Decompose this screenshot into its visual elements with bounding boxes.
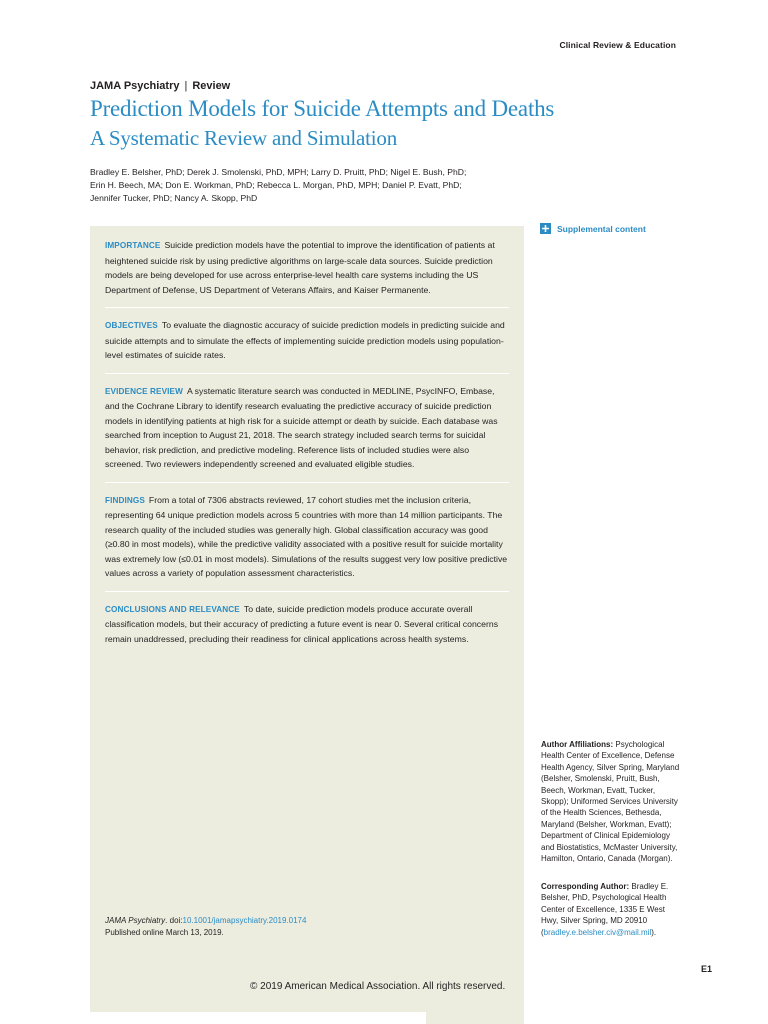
author-affiliations xyxy=(541,739,681,864)
email-link[interactable]: bradley.e.belsher.civ@mail.mil xyxy=(543,927,652,937)
corresponding-author xyxy=(541,881,681,938)
affiliations-text: Psychological Health Center of Excellence, Defense Health Agency, Silver Spring, Maryland (Belsher, Smolenski, Pruitt, Bush, Beech, Workman, Evatt, Tucker, Skopp); Uniformed Services University of the Health Sciences, Bethesda, Maryland (Belsher, Workman, Evatt); Department of Clinical Epidemiology and Biostatistics, McMaster University, Hamilton, Ontario, Canada (Morgan). xyxy=(541,740,680,864)
abstract-text: A systematic literature search was conducted in MEDLINE, PsycINFO, Embase, and the Cochrane Library to identify research evaluating the predictive accuracy of suicide prediction models in identifying patients at high risk for a suicide attempt or death by suicide. Each database was searched from inception to August 21, 2018. The search strategy included search terms for suicidal behavior, risk prediction, and predictive modeling. Reference lists of included studies were also screened. Two reviewers independently screened and evaluated eligible studies. xyxy=(105,385,498,469)
abstract-conclusions xyxy=(105,602,509,657)
article-title: Prediction Models for Suicide Attempts and Deaths xyxy=(90,96,555,121)
section-tag: Clinical Review & Education xyxy=(559,40,676,50)
citation-doi-prefix: . doi: xyxy=(165,916,183,925)
citation-journal: JAMA Psychiatry xyxy=(105,916,166,925)
email-open-paren: ( xyxy=(541,927,544,937)
abstract-findings xyxy=(105,493,509,592)
abstract-text: From a total of 7306 abstracts reviewed, 17 cohort studies met the inclusion criteria, representing 64 unique prediction models across 5 countries with more than 14 million participants. The research quality of the included studies was generally high. Global classification accuracy was good (≥0.80 in most models), while the predictive validity associated with a positive result for suicide mortality was extremely low (≤0.01 in most models). Simulations of the results suggest very low positive predictive values across a variety of population assessment characteristics. xyxy=(105,494,508,578)
supplemental-content-link[interactable] xyxy=(540,223,646,234)
authors-line: Erin H. Beech, MA; Don E. Workman, PhD; Rebecca L. Morgan, PhD, MPH; Daniel P. Evatt, PhD; xyxy=(90,180,462,191)
corresponding-heading: Corresponding Author: xyxy=(541,882,630,891)
authors-line: Bradley E. Belsher, PhD; Derek J. Smolenski, PhD, MPH; Larry D. Pruitt, PhD; Nigel E. Bush, PhD; xyxy=(90,167,467,177)
abstract-objectives xyxy=(105,318,509,374)
citation xyxy=(105,915,306,939)
email-close-paren: ). xyxy=(651,927,657,937)
journal-line xyxy=(90,80,230,92)
copyright-notice: © 2019 American Medical Association. All rights reserved. xyxy=(250,981,506,992)
abstract-heading: OBJECTIVES xyxy=(105,321,158,330)
abstract-heading: CONCLUSIONS AND RELEVANCE xyxy=(105,604,240,614)
journal-name: JAMA Psychiatry xyxy=(90,80,180,92)
corresponding-text: Bradley E. Belsher, PhD, Psychological Health Center of Excellence, 1335 E West Hwy, Silver Spring, MD 20910 xyxy=(541,882,669,926)
author-list xyxy=(90,166,510,206)
abstract-panel xyxy=(90,226,524,1024)
doi-link[interactable]: 10.1001/jamapsychiatry.2019.0174 xyxy=(182,916,307,925)
abstract-importance xyxy=(105,238,509,308)
citation-published: Published online March 13, 2019. xyxy=(105,928,224,937)
citation-doi-line xyxy=(105,915,306,927)
abstract-text: To evaluate the diagnostic accuracy of suicide prediction models in predicting suicide and suicide attempts and to simulate the effects of implementing suicide prediction models using population-level estimates of suicide rates. xyxy=(105,320,505,360)
page-number: E1 xyxy=(701,964,713,974)
abstract-text: To date, suicide prediction models produce accurate overall classification models, but their accuracy of predicting a future event is near 0. Several critical concerns remain unaddressed, precluding their readiness for clinical applications across health systems. xyxy=(105,603,499,644)
supplemental-content-label: Supplemental content xyxy=(557,223,646,234)
article-subtitle: A Systematic Review and Simulation xyxy=(90,126,398,150)
plus-icon xyxy=(540,223,551,234)
abstract-heading: IMPORTANCE xyxy=(105,241,161,250)
affiliations-heading: Author Affiliations: xyxy=(541,740,614,749)
abstract-heading: FINDINGS xyxy=(105,495,145,505)
abstract-evidence-review xyxy=(105,384,509,483)
abstract-text: Suicide prediction models have the potential to improve the identification of patients at heightened suicide risk by using predictive algorithms on large-scale data sources. Suicide prediction models are being developed for use across enterprise-level health care systems including the US Department of Defense, US Department of Veterans Affairs, and Kaiser Permanente. xyxy=(105,240,495,295)
article-type: Review xyxy=(192,80,231,92)
authors-line: Jennifer Tucker, PhD; Nancy A. Skopp, PhD xyxy=(90,193,258,204)
page-bottom-strip xyxy=(90,1012,426,1024)
abstract-heading: EVIDENCE REVIEW xyxy=(105,386,183,396)
journal-separator: | xyxy=(184,80,188,92)
